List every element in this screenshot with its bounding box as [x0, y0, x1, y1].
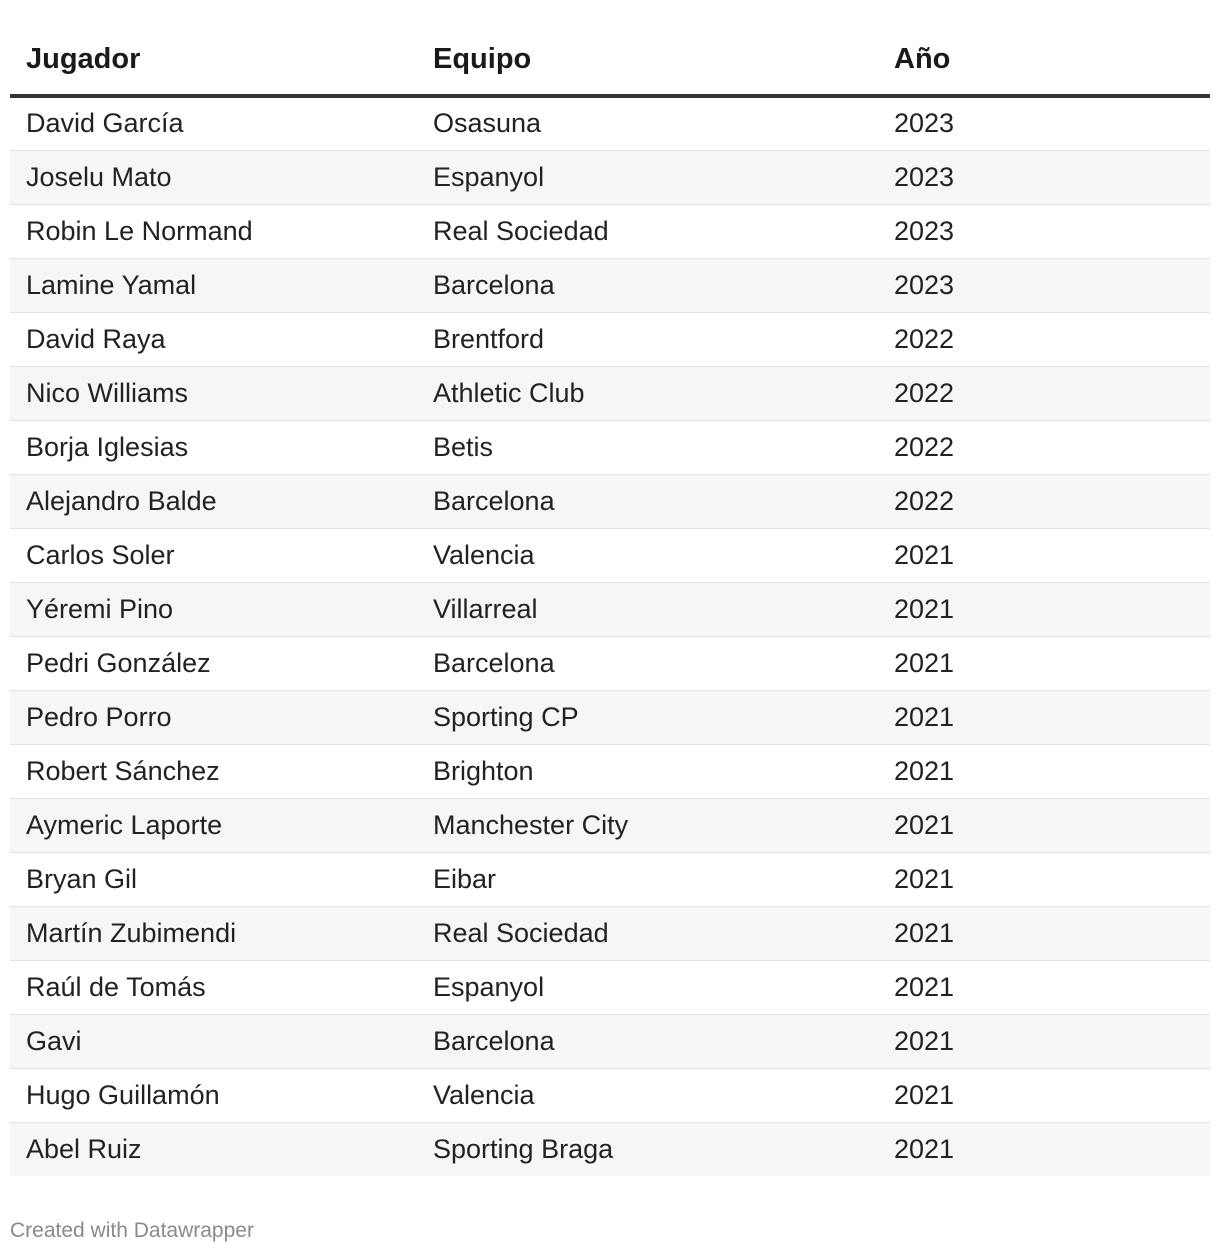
table-row — [10, 420, 1210, 474]
table-row — [10, 150, 1210, 204]
jugador-cell: Borja Iglesias — [10, 420, 417, 474]
ano-cell: 2021 — [878, 852, 1210, 906]
equipo-cell: Athletic Club — [417, 366, 878, 420]
equipo-cell: Espanyol — [417, 150, 878, 204]
ano-cell: 2023 — [878, 150, 1210, 204]
jugador-cell: Robert Sánchez — [10, 744, 417, 798]
table-body — [10, 96, 1210, 1176]
header-row — [10, 24, 1210, 96]
ano-cell: 2021 — [878, 1014, 1210, 1068]
table-row — [10, 96, 1210, 150]
equipo-cell: Barcelona — [417, 474, 878, 528]
data-table-container — [10, 24, 1210, 1176]
equipo-cell: Betis — [417, 420, 878, 474]
table-row — [10, 1014, 1210, 1068]
jugador-cell: Yéremi Pino — [10, 582, 417, 636]
jugador-cell: Lamine Yamal — [10, 258, 417, 312]
table-row — [10, 258, 1210, 312]
equipo-cell: Eibar — [417, 852, 878, 906]
equipo-cell: Real Sociedad — [417, 204, 878, 258]
table-row — [10, 582, 1210, 636]
equipo-cell: Brighton — [417, 744, 878, 798]
equipo-cell: Sporting CP — [417, 690, 878, 744]
equipo-cell: Sporting Braga — [417, 1122, 878, 1176]
equipo-cell: Villarreal — [417, 582, 878, 636]
ano-cell: 2022 — [878, 366, 1210, 420]
ano-cell: 2022 — [878, 474, 1210, 528]
column-header-jugador[interactable]: Jugador — [10, 24, 417, 96]
jugador-cell: Nico Williams — [10, 366, 417, 420]
jugador-cell: Alejandro Balde — [10, 474, 417, 528]
equipo-cell: Osasuna — [417, 96, 878, 150]
table-row — [10, 204, 1210, 258]
ano-cell: 2021 — [878, 636, 1210, 690]
jugador-cell: Abel Ruiz — [10, 1122, 417, 1176]
equipo-cell: Valencia — [417, 1068, 878, 1122]
jugador-cell: Pedri González — [10, 636, 417, 690]
jugador-cell: Martín Zubimendi — [10, 906, 417, 960]
table-row — [10, 690, 1210, 744]
equipo-cell: Brentford — [417, 312, 878, 366]
table-row — [10, 312, 1210, 366]
ano-cell: 2021 — [878, 1068, 1210, 1122]
jugador-cell: Carlos Soler — [10, 528, 417, 582]
jugador-cell: Bryan Gil — [10, 852, 417, 906]
ano-cell: 2021 — [878, 582, 1210, 636]
equipo-cell: Espanyol — [417, 960, 878, 1014]
jugador-cell: Joselu Mato — [10, 150, 417, 204]
ano-cell: 2021 — [878, 1122, 1210, 1176]
table-row — [10, 1122, 1210, 1176]
equipo-cell: Valencia — [417, 528, 878, 582]
ano-cell: 2021 — [878, 798, 1210, 852]
table-row — [10, 906, 1210, 960]
ano-cell: 2021 — [878, 744, 1210, 798]
column-header-equipo[interactable]: Equipo — [417, 24, 878, 96]
jugador-cell: Pedro Porro — [10, 690, 417, 744]
ano-cell: 2021 — [878, 960, 1210, 1014]
equipo-cell: Barcelona — [417, 1014, 878, 1068]
jugador-cell: Hugo Guillamón — [10, 1068, 417, 1122]
ano-cell: 2023 — [878, 96, 1210, 150]
table-header — [10, 24, 1210, 96]
players-table — [10, 24, 1210, 1176]
jugador-cell: Raúl de Tomás — [10, 960, 417, 1014]
table-row — [10, 1068, 1210, 1122]
equipo-cell: Barcelona — [417, 636, 878, 690]
ano-cell: 2021 — [878, 690, 1210, 744]
ano-cell: 2023 — [878, 258, 1210, 312]
table-row — [10, 528, 1210, 582]
table-row — [10, 798, 1210, 852]
ano-cell: 2022 — [878, 312, 1210, 366]
table-row — [10, 366, 1210, 420]
ano-cell: 2022 — [878, 420, 1210, 474]
ano-cell: 2021 — [878, 906, 1210, 960]
ano-cell: 2023 — [878, 204, 1210, 258]
datawrapper-credit: Created with Datawrapper — [10, 1219, 254, 1242]
jugador-cell: Robin Le Normand — [10, 204, 417, 258]
ano-cell: 2021 — [878, 528, 1210, 582]
equipo-cell: Manchester City — [417, 798, 878, 852]
equipo-cell: Real Sociedad — [417, 906, 878, 960]
table-row — [10, 744, 1210, 798]
table-row — [10, 960, 1210, 1014]
column-header-ano[interactable]: Año — [878, 24, 1210, 96]
table-row — [10, 636, 1210, 690]
table-row — [10, 852, 1210, 906]
table-row — [10, 474, 1210, 528]
jugador-cell: Aymeric Laporte — [10, 798, 417, 852]
equipo-cell: Barcelona — [417, 258, 878, 312]
jugador-cell: David García — [10, 96, 417, 150]
jugador-cell: David Raya — [10, 312, 417, 366]
jugador-cell: Gavi — [10, 1014, 417, 1068]
